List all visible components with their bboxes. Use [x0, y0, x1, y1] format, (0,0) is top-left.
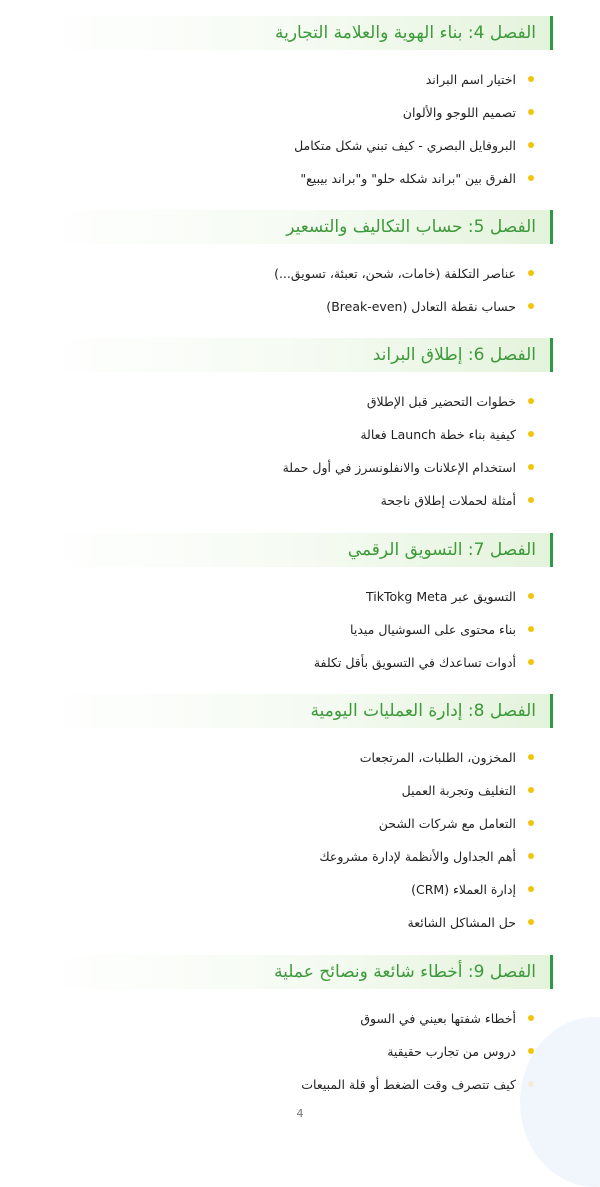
- bullet-dot-icon: [528, 659, 534, 665]
- bullet-dot-icon: [528, 886, 534, 892]
- list-item-text: أهم الجداول والأنظمة لإدارة مشروعك: [319, 849, 516, 864]
- chapter-heading: [42, 955, 553, 989]
- list-item-text: حل المشاكل الشائعة: [407, 915, 516, 930]
- list-item: [0, 741, 600, 774]
- bullet-dot-icon: [528, 820, 534, 826]
- bullet-dot-icon: [528, 175, 534, 181]
- list-item-text: أدوات تساعدك في التسويق بأقل تكلفة: [313, 655, 516, 670]
- list-item-text: حساب نقطة التعادل (Break-even): [326, 299, 516, 314]
- list-item: [0, 162, 600, 195]
- bullet-dot-icon: [528, 497, 534, 503]
- list-item-text: المخزون، الطلبات، المرتجعات: [359, 750, 516, 765]
- chapter-title: الفصل 6: إطلاق البراند: [372, 345, 536, 365]
- list-item-text: أخطاء شفتها بعيني في السوق: [360, 1011, 516, 1026]
- chapter-heading: [42, 533, 553, 567]
- list-item-text: اختيار اسم البراند: [425, 72, 516, 87]
- list-item: [0, 807, 600, 840]
- list-item-text: التعامل مع شركات الشحن: [378, 816, 516, 831]
- bullet-dot-icon: [528, 303, 534, 309]
- bullet-dot-icon: [528, 787, 534, 793]
- list-item: [0, 257, 600, 290]
- list-item: [0, 290, 600, 323]
- chapter-title: الفصل 8: إدارة العمليات اليومية: [310, 701, 536, 721]
- list-item-text: بناء محتوى على السوشيال ميديا: [350, 622, 516, 637]
- list-item-text: التسويق عبر TikTokg Meta: [366, 589, 516, 604]
- list-item-text: كيفية بناء خطة Launch فعالة: [360, 427, 516, 442]
- chapter-6-section: [0, 338, 600, 517]
- list-item: [0, 774, 600, 807]
- bullet-dot-icon: [528, 919, 534, 925]
- list-item: [0, 1035, 600, 1068]
- chapter-7-section: [0, 533, 600, 679]
- chapter-heading: [42, 16, 553, 50]
- bullet-dot-icon: [528, 626, 534, 632]
- list-item-text: التغليف وتجربة العميل: [401, 783, 516, 798]
- list-item-text: دروس من تجارب حقيقية: [387, 1044, 516, 1059]
- list-item: [0, 1068, 600, 1101]
- chapter-topics-list: [0, 1002, 600, 1101]
- list-item: [0, 63, 600, 96]
- list-item-text: استخدام الإعلانات والانفلونسرز في أول حملة: [282, 460, 516, 475]
- chapter-topics-list: [0, 63, 600, 195]
- list-item-text: إدارة العملاء (CRM): [411, 882, 516, 897]
- bullet-dot-icon: [528, 142, 534, 148]
- chapter-topics-list: [0, 741, 600, 939]
- list-item: [0, 484, 600, 517]
- list-item: [0, 418, 600, 451]
- chapter-topics-list: [0, 580, 600, 679]
- list-item: [0, 646, 600, 679]
- list-item-text: أمثلة لحملات إطلاق ناجحة: [380, 493, 516, 508]
- list-item: [0, 840, 600, 873]
- bullet-dot-icon: [528, 270, 534, 276]
- list-item: [0, 96, 600, 129]
- list-item: [0, 385, 600, 418]
- chapter-topics-list: [0, 385, 600, 517]
- list-item: [0, 129, 600, 162]
- list-item-text: خطوات التحضير قبل الإطلاق: [366, 394, 516, 409]
- chapter-heading: [42, 210, 553, 244]
- list-item: [0, 613, 600, 646]
- list-item-text: تصميم اللوجو والألوان: [402, 105, 516, 120]
- chapter-8-section: [0, 694, 600, 939]
- list-item-text: البروفايل البصري - كيف تبني شكل متكامل: [294, 138, 516, 153]
- bullet-dot-icon: [528, 431, 534, 437]
- list-item: [0, 451, 600, 484]
- list-item: [0, 873, 600, 906]
- list-item: [0, 906, 600, 939]
- chapter-title: الفصل 7: التسويق الرقمي: [347, 540, 536, 560]
- bullet-dot-icon: [528, 853, 534, 859]
- list-item-text: الفرق بين "براند شكله حلو" و"براند بيبيع": [300, 171, 516, 186]
- bullet-dot-icon: [528, 754, 534, 760]
- bullet-dot-icon: [528, 1015, 534, 1021]
- bullet-dot-icon: [528, 109, 534, 115]
- chapter-title: الفصل 4: بناء الهوية والعلامة التجارية: [274, 23, 536, 43]
- chapter-title: الفصل 5: حساب التكاليف والتسعير: [286, 217, 536, 237]
- list-item-text: كيف تتصرف وقت الضغط أو قلة المبيعات: [301, 1077, 516, 1092]
- bullet-dot-icon: [528, 593, 534, 599]
- bullet-dot-icon: [528, 464, 534, 470]
- page-number: 4: [296, 1107, 304, 1120]
- bullet-dot-icon: [528, 76, 534, 82]
- chapter-heading: [42, 694, 553, 728]
- chapter-9-section: [0, 955, 600, 1101]
- chapter-title: الفصل 9: أخطاء شائعة ونصائح عملية: [274, 962, 536, 982]
- bullet-dot-icon: [528, 398, 534, 404]
- chapter-topics-list: [0, 257, 600, 323]
- chapter-5-section: [0, 210, 600, 323]
- chapter-heading: [42, 338, 553, 372]
- chapter-4-section: [0, 16, 600, 195]
- list-item-text: عناصر التكلفة (خامات، شحن، تعبئة، تسويق...): [274, 266, 516, 281]
- list-item: [0, 580, 600, 613]
- list-item: [0, 1002, 600, 1035]
